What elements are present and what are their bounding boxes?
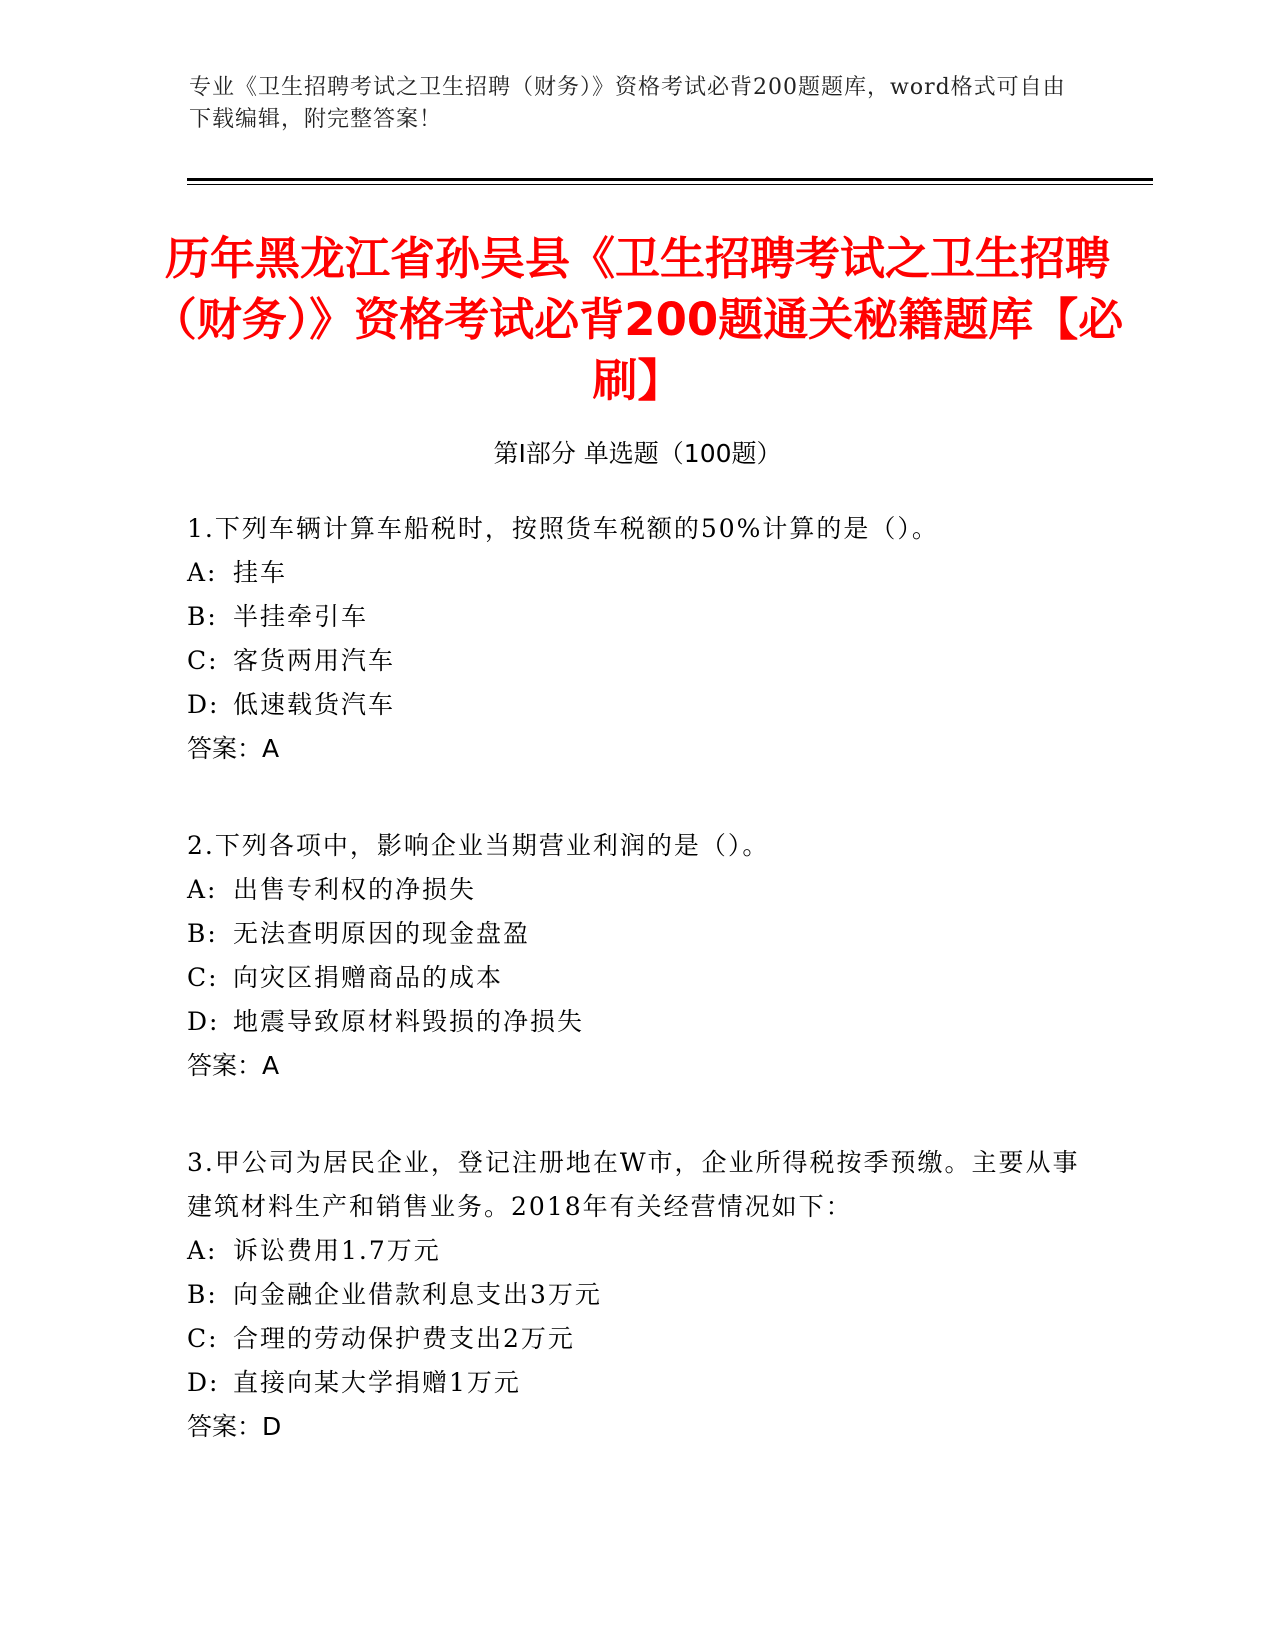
option-text: 低速载货汽车: [233, 690, 396, 719]
option-letter: C:: [187, 963, 219, 992]
question-stem: 1.下列车辆计算车船税时，按照货车税额的50%计算的是（）。: [187, 514, 939, 543]
option-letter: D:: [187, 1007, 220, 1036]
option-text: 合理的劳动保护费支出2万元: [233, 1324, 575, 1353]
option-text: 诉讼费用1.7万元: [233, 1236, 441, 1265]
option-letter: A:: [187, 1236, 218, 1265]
option-d: [187, 1361, 1087, 1405]
question-stem: 2.下列各项中，影响企业当期营业利润的是（）。: [187, 831, 770, 860]
option-b: [187, 1273, 1087, 1317]
option-letter: C:: [187, 1324, 219, 1353]
option-letter: D:: [187, 1368, 220, 1397]
option-letter: C:: [187, 646, 219, 675]
question-3: [187, 1141, 1087, 1449]
option-text: 无法查明原因的现金盘盈: [233, 919, 531, 948]
option-letter: B:: [187, 602, 218, 631]
header-rule-thick: [187, 178, 1153, 181]
option-text: 地震导致原材料毁损的净损失: [233, 1007, 585, 1036]
document-title: 历年黑龙江省孙吴县《卫生招聘考试之卫生招聘（财务）》资格考试必背200题通关秘籍题库【必刷】: [151, 232, 1124, 407]
option-d: [187, 1000, 1087, 1044]
option-a: [187, 1229, 1087, 1273]
option-text: 向灾区捐赠商品的成本: [233, 963, 504, 992]
answer: 答案：D: [187, 1412, 282, 1441]
option-letter: A:: [187, 875, 218, 904]
header-rule-thin: [187, 184, 1153, 185]
answer: 答案：A: [187, 734, 280, 763]
section-heading: 第I部分 单选题（100题）: [493, 439, 782, 468]
question-stem: 3.甲公司为居民企业，登记注册地在W市，企业所得税按季预缴。主要从事建筑材料生产和销售业务。2018年有关经营情况如下：: [187, 1148, 1080, 1221]
option-text: 挂车: [233, 558, 288, 587]
option-text: 直接向某大学捐赠1万元: [233, 1368, 521, 1397]
header-note: 专业《卫生招聘考试之卫生招聘（财务）》资格考试必背200题题库，word格式可自由下载编辑，附完整答案！: [189, 75, 1066, 132]
option-letter: A:: [187, 558, 218, 587]
option-a: [187, 551, 1087, 595]
option-text: 客货两用汽车: [233, 646, 396, 675]
option-c: [187, 639, 1087, 683]
option-d: [187, 683, 1087, 727]
option-c: [187, 956, 1087, 1000]
option-letter: D:: [187, 690, 220, 719]
option-text: 半挂牵引车: [233, 602, 369, 631]
question-1: [187, 507, 1087, 771]
option-text: 出售专利权的净损失: [233, 875, 477, 904]
option-text: 向金融企业借款利息支出3万元: [233, 1280, 602, 1309]
question-2: [187, 824, 1087, 1088]
option-a: [187, 868, 1087, 912]
option-c: [187, 1317, 1087, 1361]
option-b: [187, 912, 1087, 956]
option-b: [187, 595, 1087, 639]
option-letter: B:: [187, 919, 218, 948]
answer: 答案：A: [187, 1051, 280, 1080]
option-letter: B:: [187, 1280, 218, 1309]
